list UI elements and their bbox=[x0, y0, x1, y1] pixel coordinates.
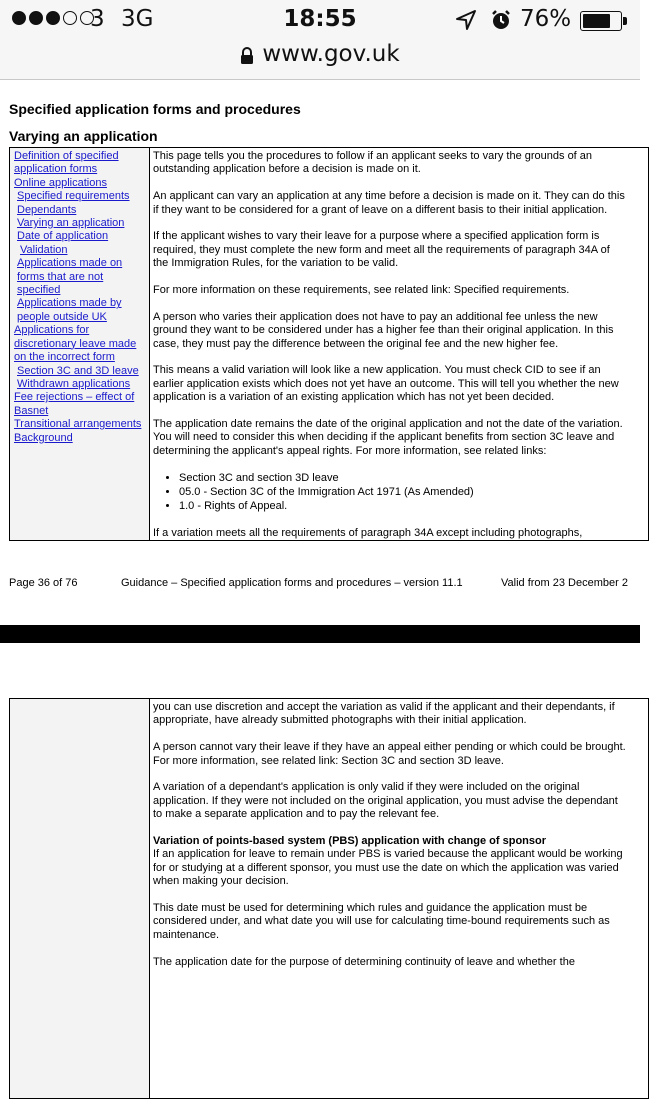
side-navigation bbox=[10, 148, 150, 541]
cut-off-line: The application date for the purpose of determining continuity of leave and whether the bbox=[153, 955, 575, 968]
section-title: Varying an application bbox=[9, 128, 158, 144]
battery-cap bbox=[623, 17, 627, 25]
nav-link[interactable]: Date of application bbox=[17, 230, 109, 243]
alarm-clock-icon bbox=[490, 9, 512, 31]
pbs-heading: Variation of points-based system (PBS) application with change of sponsor bbox=[153, 835, 546, 848]
content-table bbox=[9, 147, 649, 541]
nav-link[interactable]: Applications for discretionary leave made on the incorrect form bbox=[14, 324, 137, 364]
paragraph: If an application for leave to remain under PBS is varied because the applicant would be working for or studying at a different sponsor, you must use the date on which the application was varied when making your decision. bbox=[153, 848, 623, 888]
clock: 18:55 bbox=[283, 6, 357, 32]
carrier-name: 3 bbox=[90, 6, 105, 32]
battery-fill bbox=[583, 14, 610, 28]
status-bar bbox=[0, 0, 640, 40]
paragraph-list bbox=[153, 150, 628, 458]
network-type: 3G bbox=[121, 6, 154, 32]
nav-link[interactable]: Transitional arrangements bbox=[14, 418, 142, 431]
nav-link[interactable]: Applications made by people outside UK bbox=[17, 297, 122, 323]
pdf-page bbox=[0, 80, 640, 625]
paragraph: This means a valid variation will look like a new application. You must check CID to see if an earlier application exists which does not yet have an outcome. This will tell you whether the new application is a variation of an existing application which has not yet been decided. bbox=[153, 364, 619, 404]
paragraph: This page tells you the procedures to follow if an applicant seeks to vary the grounds of an outstanding application before a decision is made on it. bbox=[153, 150, 593, 176]
related-link-item: • 05.0 - Section 3C of the Immigration Act 1971 (As Amended) bbox=[179, 486, 628, 499]
related-link-item: • 1.0 - Rights of Appeal. bbox=[179, 500, 628, 513]
nav-link[interactable]: Definition of specified application forms bbox=[14, 150, 119, 176]
main-content bbox=[150, 148, 649, 541]
nav-link[interactable]: Varying an application bbox=[17, 217, 125, 230]
guidance-version: Guidance – Specified application forms and procedures – version 11.1 bbox=[121, 577, 463, 589]
nav-link[interactable]: Dependants bbox=[17, 203, 77, 216]
page-number: Page 36 of 76 bbox=[9, 577, 78, 589]
document-title: Specified application forms and procedures bbox=[9, 101, 301, 117]
page-footer bbox=[9, 577, 649, 589]
cut-off-line: If a variation meets all the requirements of paragraph 34A except including photographs, bbox=[153, 526, 583, 539]
paragraph: A variation of a dependant's application is only valid if they were included on the original application. If they were not included on the original application, you must advise the dependant to make a separate application and to pay the relevant fee. bbox=[153, 781, 618, 821]
nav-link[interactable]: Specified requirements bbox=[17, 190, 130, 203]
page-separator bbox=[0, 625, 640, 643]
nav-link[interactable]: Fee rejections – effect of Basnet bbox=[14, 391, 135, 417]
nav-link[interactable]: Applications made on forms that are not specified bbox=[17, 257, 123, 297]
nav-link[interactable]: Online applications bbox=[14, 176, 107, 189]
battery-icon bbox=[580, 11, 622, 31]
paragraph: The application date remains the date of the original application and not the date of the variation. You will need to consider this when deciding if the applicant benefits from section 3C leave and determining the applicant's appeal rights. For more information, see related links: bbox=[153, 418, 623, 457]
valid-from: Valid from 23 December 2 bbox=[501, 577, 628, 589]
nav-link-list bbox=[14, 150, 146, 445]
paragraph: This date must be used for determining which rules and guidance the application must be considered under, and what date you will use for calculating time-bound requirements such as maintenance. bbox=[153, 902, 610, 941]
battery-percent: 76% bbox=[520, 6, 572, 32]
nav-link[interactable]: Section 3C and 3D leave bbox=[17, 364, 139, 377]
paragraph: you can use discretion and accept the variation as valid if the applicant and their dependants, if appropriate, have already submitted photographs with their initial application. bbox=[153, 701, 615, 727]
paragraph: An applicant can vary an application at any time before a decision is made on it. They can do this if they want to be considered for a grant of leave on a different basis to their initial application. bbox=[153, 190, 625, 216]
nav-link[interactable]: Background bbox=[14, 431, 73, 444]
nav-link[interactable]: Validation bbox=[20, 243, 68, 256]
paragraph: If the applicant wishes to vary their leave for a purpose where a specified application form is required, they must complete the new form and meet all the requirements of paragraph 34A of the Immigration Rules, for the variation to be valid. bbox=[153, 230, 610, 270]
side-navigation bbox=[10, 699, 150, 1099]
url-text[interactable]: www.gov.uk bbox=[262, 41, 400, 67]
location-arrow-icon bbox=[455, 9, 477, 31]
paragraph-list bbox=[153, 701, 628, 822]
related-link-item: • Section 3C and section 3D leave bbox=[179, 472, 628, 485]
content-table bbox=[9, 698, 649, 1099]
url-display[interactable] bbox=[240, 41, 399, 67]
pdf-viewer[interactable] bbox=[0, 80, 640, 968]
paragraph: For more information on these requirements, see related link: Specified requirements. bbox=[153, 284, 570, 297]
paragraph: A person cannot vary their leave if they have an appeal either pending or which could be brought. For more information, see related link: Section 3C and section 3D leave. bbox=[153, 741, 626, 767]
paragraph: A person who varies their application does not have to pay an additional fee unless the new ground they want to be considered under has a higher fee than their original application. In this case, they must pay the difference between the original fee and the new higher fee. bbox=[153, 310, 614, 350]
pdf-page bbox=[0, 643, 640, 968]
lock-icon bbox=[240, 47, 254, 65]
nav-link[interactable]: Withdrawn applications bbox=[17, 377, 131, 390]
main-content bbox=[150, 699, 649, 1099]
related-links-list bbox=[179, 472, 628, 514]
url-bar[interactable] bbox=[0, 40, 640, 80]
